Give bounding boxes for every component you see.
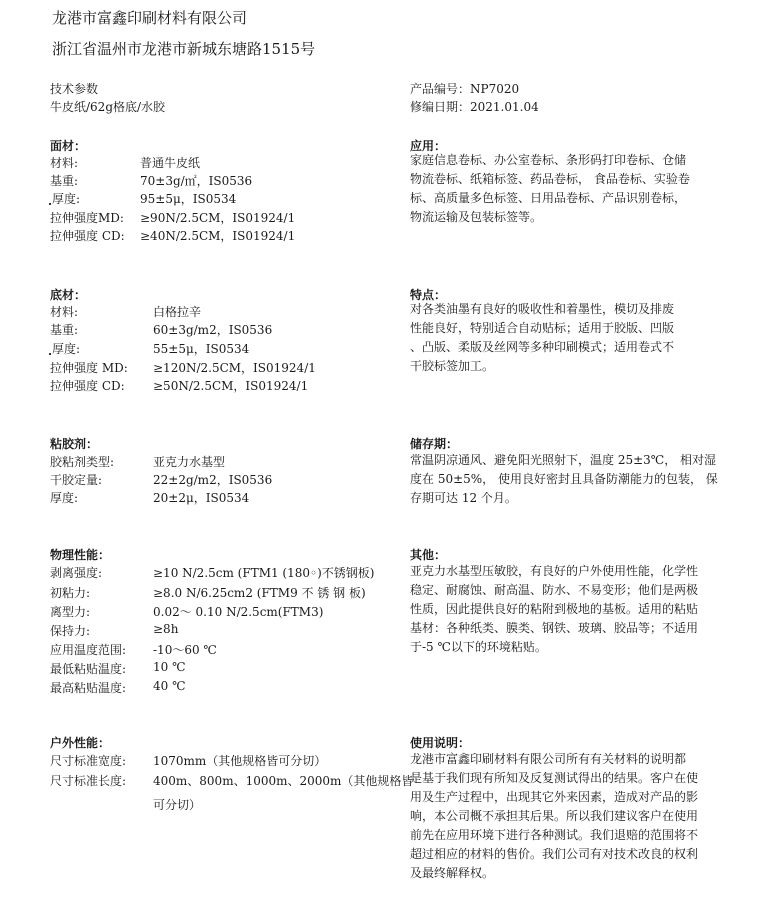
application-line: 标、高质量多色标签、日用品卷标、产品识别卷标， <box>410 191 687 205</box>
face-value: 普通牛皮纸 <box>140 156 201 170</box>
storage-section-title: 储存期： <box>410 437 459 451</box>
other-text <box>410 562 698 657</box>
other-line: 性质，因此提供良好的粘附到极地的基板。适用的粘贴 <box>410 602 699 616</box>
physical-value: 0.02～ 0.10 N/2.5cm(FTM3) <box>153 605 324 619</box>
face-value: ≥90N/2.5CM，IS01924/1 <box>140 211 296 225</box>
outdoor-width-value: 1070mm（其他规格皆可分切） <box>153 754 327 768</box>
adhesive-label: 干胶定量: <box>50 473 103 487</box>
face-section-title: 面材： <box>50 139 87 153</box>
outdoor-section-title: 户外性能： <box>50 736 111 750</box>
adhesive-value: 20±2μ，IS0534 <box>153 491 250 505</box>
liner-label: 基重: <box>50 323 79 337</box>
adhesive-value: 22±2g/m2，IS0536 <box>153 473 273 487</box>
usage-section-title: 使用说明： <box>410 736 471 750</box>
storage-line: 常温阴凉通风、避免阳光照射下，温度 25±3℃， 相对湿 <box>410 453 717 467</box>
adhesive-label: 胶粘剂类型: <box>50 455 115 469</box>
features-line: 对各类油墨有良好的吸收性和着墨性，模切及排废 <box>410 302 675 316</box>
liner-label: 厚度: <box>52 342 81 356</box>
features-section-title: 特点： <box>410 288 447 302</box>
adhesive-section-title: 粘胶剂： <box>50 437 99 451</box>
features-line: 性能良好，特别适合自动贴标；适用于胶版、凹版 <box>410 321 675 335</box>
usage-line: 及最终解释权。 <box>410 866 495 880</box>
application-section-title: 应用： <box>410 139 447 153</box>
usage-line: 超过相应的材料的售价。我们公司有对技术改良的权利 <box>410 847 699 861</box>
physical-value: ≥8.0 N/6.25cm2 (FTM9 不 锈 钢 板) <box>153 586 366 600</box>
liner-value: ≥50N/2.5CM，IS01924/1 <box>153 379 309 393</box>
tech-params-label: 技术参数 <box>50 82 99 96</box>
storage-text <box>410 451 718 508</box>
physical-label: 应用温度范围: <box>50 643 127 657</box>
company-name: 龙港市富鑫印刷材料有限公司 <box>52 9 248 27</box>
usage-line: 龙港市富鑫印刷材料有限公司所有有关材料的说明都 <box>410 752 687 766</box>
outdoor-width-label: 尺寸标准宽度: <box>50 754 127 768</box>
face-value: ≥40N/2.5CM，IS01924/1 <box>140 229 296 243</box>
face-value: 95±5μ，IS0534 <box>140 192 237 206</box>
liner-label: 拉伸强度 CD: <box>50 379 125 393</box>
application-line: 家庭信息卷标、办公室卷标、条形码打印卷标、仓储 <box>410 153 687 167</box>
usage-line: 用及生产过程中，出现其它外来因素，造成对产品的影 <box>410 790 699 804</box>
product-description: 牛皮纸/62g格底/水胶 <box>50 100 166 114</box>
other-line: 稳定、耐腐蚀、耐高温、防水、不易变形；他们是两极 <box>410 583 699 597</box>
face-label: 厚度: <box>52 192 81 206</box>
adhesive-label: 厚度: <box>50 491 79 505</box>
usage-line: 前先在应用环境下进行各种测试。我们退赔的范围将不 <box>410 828 699 842</box>
physical-section-title: 物理性能： <box>50 548 111 562</box>
product-number: 产品编号：NP7020 <box>410 82 520 96</box>
physical-label: 初粘力: <box>50 586 91 600</box>
physical-value: -10～60 ℃ <box>153 643 217 657</box>
physical-label: 保持力: <box>50 624 91 638</box>
features-line: 干胶标签加工。 <box>410 359 495 373</box>
adhesive-value: 亚克力水基型 <box>153 455 226 469</box>
liner-label: 拉伸强度 MD: <box>50 361 128 375</box>
bullet-dot <box>49 203 51 205</box>
storage-line: 度在 50±5%， 使用良好密封且具备防潮能力的包装， 保 <box>410 472 718 486</box>
physical-label: 剥离强度: <box>50 566 103 580</box>
physical-label: 最低粘贴温度: <box>50 662 127 676</box>
revision-date: 修编日期：2021.01.04 <box>410 100 539 114</box>
application-line: 物流运输及包装标签等。 <box>410 210 543 224</box>
physical-label: 最高粘贴温度: <box>50 681 127 695</box>
physical-value: ≥8h <box>153 622 179 636</box>
features-text <box>410 300 674 376</box>
face-label: 拉伸强度MD: <box>50 211 124 225</box>
physical-value: 10 ℃ <box>153 660 186 674</box>
features-line: 、凸版、柔版及丝网等多种印刷模式；适用卷式不 <box>410 340 675 354</box>
other-line: 基材：各种纸类、膜类、钢铁、玻璃、胶品等；不适用 <box>410 621 699 635</box>
face-label: 拉伸强度 CD: <box>50 229 125 243</box>
application-line: 物流卷标、纸箱标签、药品卷标， 食品卷标、实验卷 <box>410 172 690 186</box>
physical-value: 40 ℃ <box>153 679 186 693</box>
liner-label: 材料: <box>50 305 79 319</box>
outdoor-length-label: 尺寸标准长度: <box>50 774 127 788</box>
liner-value: 55±5μ，IS0534 <box>153 342 250 356</box>
face-label: 材料: <box>50 156 79 170</box>
liner-value: 白格拉辛 <box>153 305 202 319</box>
physical-label: 离型力: <box>50 605 91 619</box>
company-address: 浙江省温州市龙港市新城东塘路1515号 <box>52 40 316 58</box>
storage-line: 存期可达 12 个月。 <box>410 491 517 505</box>
application-text <box>410 151 690 227</box>
physical-value: ≥10 N/2.5cm (FTM1 (180◦)不锈钢板) <box>153 566 375 580</box>
other-section-title: 其他： <box>410 548 447 562</box>
face-value: 70±3g/㎡，IS0536 <box>140 174 253 188</box>
other-line: 亚克力水基型压敏胶，有良好的户外使用性能，化学性 <box>410 564 699 578</box>
outdoor-length-value: 400m、800m、1000m、2000m（其他规格皆 <box>153 774 414 788</box>
usage-line: 响，本公司概不承担其后果。所以我们建议客户在使用 <box>410 809 699 823</box>
liner-value: ≥120N/2.5CM，IS01924/1 <box>153 361 316 375</box>
liner-value: 60±3g/m2，IS0536 <box>153 323 273 337</box>
usage-text <box>410 750 698 883</box>
usage-line: 是基于我们现有所知及反复测试得出的结果。客户在使 <box>410 771 699 785</box>
outdoor-length-value-cont: 可分切） <box>153 798 202 812</box>
other-line: 于-5 ℃以下的环境粘贴。 <box>410 640 547 654</box>
face-label: 基重: <box>50 174 79 188</box>
liner-section-title: 底材： <box>50 288 87 302</box>
bullet-dot <box>49 353 51 355</box>
